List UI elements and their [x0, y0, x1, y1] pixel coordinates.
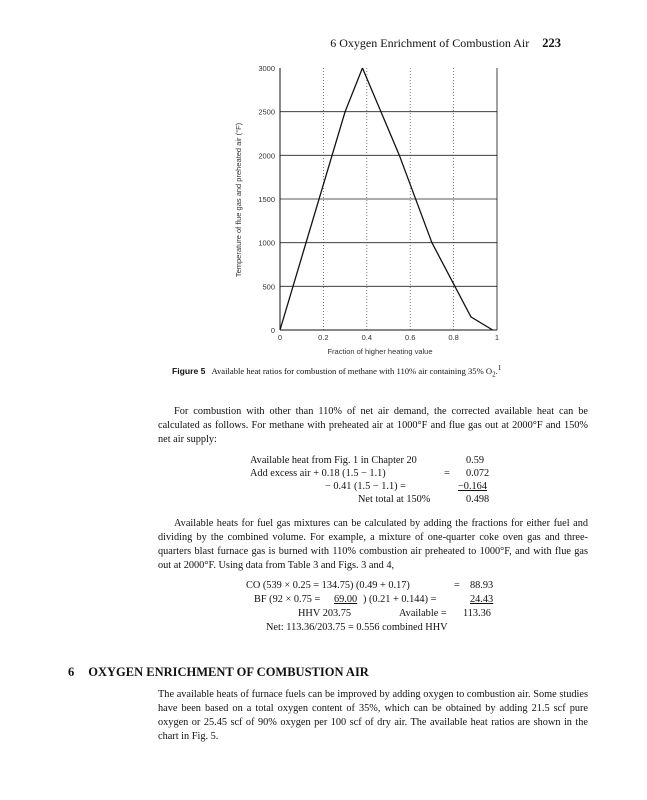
y-tick-label: 1000 [258, 238, 275, 248]
calc2-net: Net: 113.36/203.75 = 0.556 combined HHV [266, 622, 448, 633]
x-tick-label: 0.4 [361, 333, 373, 342]
y-tick-label: 500 [262, 282, 275, 292]
y-tick-label: 2000 [258, 151, 275, 161]
calc2-bf-underlined: 69.00 [334, 594, 358, 605]
section-number: 6 [68, 665, 75, 679]
calc1-row4-value: 0.498 [466, 494, 490, 505]
section-heading [68, 665, 369, 680]
calc1-row3-label: − 0.41 (1.5 − 1.1) = [325, 481, 406, 492]
calc-block-2 [0, 579, 647, 639]
calc2-available-label: Available = [399, 608, 447, 619]
calc2-available-value: 113.36 [463, 608, 491, 619]
calc1-row2-value: 0.072 [466, 468, 490, 479]
paragraph-2-text: Available heats for fuel gas mixtures can be calculated by adding the fractions for either fuel and dividing by the combined volume. For example, a mixture of one-quarter coke oven gas and three-quarters blast furnace gas is burned with 110% combustion air preheated to 1000°F, and with flue gas out at 2000°F. Using data from Table 3 and Figs. 3 and 4, [158, 518, 588, 571]
y-tick-label: 0 [270, 326, 275, 335]
calc1-row3-value: −0.164 [458, 481, 487, 492]
figure-label: Figure 5 [172, 365, 206, 376]
figure-caption-text: Available heat ratios for combustion of methane with 110% air containing 35% O [211, 365, 493, 376]
calc1-row1-label: Available heat from Fig. 1 in Chapter 20 [250, 455, 417, 466]
calc1-row4-label: Net total at 150% [358, 494, 431, 505]
caption-superscript: 1 [497, 364, 502, 372]
figure-caption [172, 364, 501, 379]
section-title: OXYGEN ENRICHMENT OF COMBUSTION AIR [88, 665, 369, 679]
x-axis-label: Fraction of higher heating value [327, 347, 433, 356]
paragraph-2 [158, 517, 588, 573]
calc2-co-expression: CO (539 × 0.25 = 134.75) (0.49 + 0.17) [246, 580, 410, 591]
calc2-bf-expression-a: BF (92 × 0.75 = [254, 594, 321, 605]
calc1-row1-value: 0.59 [466, 455, 485, 466]
x-tick-label: 0 [277, 333, 283, 342]
y-tick-label: 1500 [258, 195, 275, 204]
paragraph-3 [158, 688, 588, 744]
paragraph-1 [158, 405, 588, 447]
chapter-title: 6 Oxygen Enrichment of Combustion Air [330, 36, 530, 50]
calc1-row2-label: Add excess air + 0.18 (1.5 − 1.1) [250, 468, 386, 479]
calc2-bf-value: 24.43 [470, 594, 494, 605]
paragraph-3-text: The available heats of furnace fuels can be improved by adding oxygen to combustion air. Some studies have been based on a total oxygen content of 35%, which can be obtained by adding 21.5 scf pure oxygen or 25.45 scf of 90% oxygen per 100 scf of dry air. The available heat ratios are shown in the chart in Fig. 5. [158, 689, 588, 742]
calc2-co-eq: = [454, 580, 460, 591]
calc1-row2-eq: = [444, 468, 450, 479]
caption-subscript: 2 [492, 370, 496, 379]
x-tick-label: 0.2 [318, 333, 329, 342]
x-tick-label: 1 [494, 333, 500, 342]
page-number: 223 [542, 36, 561, 50]
chart-gridlines [280, 68, 497, 330]
calc2-co-value: 88.93 [470, 580, 494, 591]
caption-tail: . [495, 365, 498, 376]
x-tick-label: 0.8 [448, 333, 459, 342]
calc2-bf-expression-c: ) (0.21 + 0.144) = [363, 594, 437, 605]
y-axis-label: Temperature of flue gas and preheated air (°F) [234, 122, 243, 278]
y-tick-label: 3000 [258, 64, 275, 73]
paragraph-1-text: For combustion with other than 110% of net air demand, the corrected available heat can be calculated as follows. For methane with preheated air at 1000°F and flue gas out at 2000°F and 150% net air supply: [158, 406, 588, 445]
calc-block-1 [0, 454, 647, 514]
figure-5-chart [0, 0, 647, 362]
x-tick-label: 0.6 [404, 333, 416, 342]
y-tick-label: 2500 [258, 107, 275, 117]
calc2-hhv: HHV 203.75 [298, 608, 352, 619]
